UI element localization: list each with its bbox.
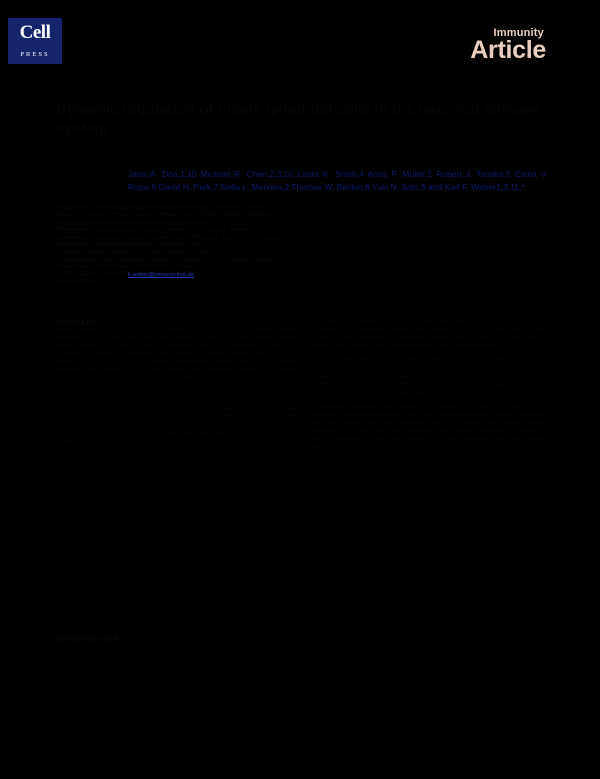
correspondence-email-link[interactable]: k.weber@immuno-inst.de [128,272,194,278]
affiliation-item: 10These authors contributed equally [56,271,147,278]
right-column-body [308,318,548,457]
affiliation-item: 4Department of Microbiology and Infectious Diseases, 04103 Leipzig, Germany [56,227,253,234]
affiliation-item: 8Core Facility for Flow Cytometry and Single-Cell Genomics, 72076 Tübingen, Germany [56,256,275,263]
summary-heading: SUMMARY [56,318,98,327]
body-paragraph: Plasticity has been documented most clearly between ILC3s and ILC1s, where IL-12 and IL-18 drive the downregulation of RORγt and the acquisition of T-bet and interferon-γ (IFN-γ) expression (Park et al., 2019; Rossi and Chen, 2020). Such ex-ILC3 populations accumulate in inflamed intestinal tissue of patients with Crohn's disease, suggesting that unchecked conversion contributes to pathology rather than to protective immunity. [308,356,548,396]
author-list: Jane A. Doe,1,10 Michael R. Chen,2,3,10 Laura K. Smith,4 Anna P. Muller,1 Robert J. Tanaka,5 Elena V. Rossi,6 David H. Park,7 Sofia L. Mendes,2 Thomas W. Becker,8 Yuki N. Sato,9 and Karl F. Weber1,3,11,* [128,169,548,192]
summary-paragraph: Disruption of this module in vivo lowered the threshold for plasticity, expanded ex-ILC3 populations, and exacerbated colitis after epithelial injury. Conversely, enforced expression of the module restored barrier integrity and limited pathology. Microbial cues acting through the aryl hydrocarbon receptor reinforced the module in a dose-dependent manner, coupling luminal metabolite availability to ILC fate stability. Together, our data define a regulatory circuit that dynamically tunes ILC identity and suggest that targeting this circuit may restrain chronic inflammation at mucosal surfaces. [56,388,296,445]
journal-name: Immunity [493,27,544,39]
summary-body [56,318,296,451]
cell-press-logo-word: Cell [19,22,51,43]
body-paragraph: Innate lymphoid cells are enriched at mucosal barriers, where they respond rapidly to tissue-derived alarmins and microbial products (Doe et al., 2020; Müller et al., 2019). They are broadly classified into group 1 ILCs that secrete interferon-γ, group 2 ILCs that produce IL-5 and IL-13 and promote [56,690,296,722]
page-title: Dynamic regulation of innate lymphoid cells in the mucosal immune system [56,101,542,137]
cell-press-logo [8,18,62,64]
affiliation-item: 11Lead contact [56,279,94,286]
body-paragraph: The molecular determinants that stabilize ILC identity in the steady state are less well understood. Chromatin accessibility studies have suggested that lineage-defining transcription factors act together with signal-dependent factors to maintain subset-specific enhancer landscapes (Weber et al., 2022; Sato and Becker, 2018). Whether such enhancer networks are actively maintained, and how they respond to microbial and dietary inputs, has remained unclear. [308,402,548,451]
summary-paragraph: Innate lymphoid cells (ILCs) are tissue-resident effector cells that orchestrate barrier immunity, yet the signals that sustain their identity and plasticity in the intestinal mucosa remain incompletely defined. Here, we combined single-cell transcriptomics, chromatin accessibility profiling, and conditional genetic models to chart the dynamic regulation of ILC subsets along the gut axis. We identified a transcriptional module driven by the nuclear receptor RORγt together with AP-1 family members that stabilized the group 3 ILC program and restrained conversion toward an interferon-γ-producing group 1 phenotype. [56,326,296,382]
affiliation-item: 1Department of Immunology, Institute for Molecular Medicine, 10117 Berlin, Germany [56,205,267,211]
article-type-label: Article [470,36,546,64]
introduction-body [56,690,296,728]
affiliation-item: 6Department of Experimental Medicine, 00161 Rome, Italy [56,242,202,249]
affiliation-item: 2Division of Mucosal Immunity, University Medical Center, 69120 Heidelberg, Germany [56,212,272,219]
affiliation-item: 9Department of Bioinformatics, 606-8501 Kyoto, Japan [56,264,193,271]
affiliation-item: 5Laboratory of Lymphocyte Biology, Graduate School of Medicine, Tokyo 113-0033, Japan [56,234,280,241]
introduction-heading: INTRODUCTION [56,634,119,643]
affiliation-item: 7Institute of Systems Biology, 03722 Seoul, Republic of Korea [56,249,210,256]
cell-press-logo-sub: PRESS [20,51,50,58]
body-paragraph: type 2 responses, and group 3 ILCs (ILC3s) that produce interleukin-17A (IL-17A) and IL-22 and depend on the transcription factor RORγt (Smith et al., 2021). Although these divisions provide a useful framework, accumulating evidence indicates that ILC subsets are not terminally fixed and can interconvert in response to local cytokine milieus. [308,318,548,350]
affiliation-item: 3Center for Inflammation Research, 80336 Munich, Germany [56,219,208,226]
